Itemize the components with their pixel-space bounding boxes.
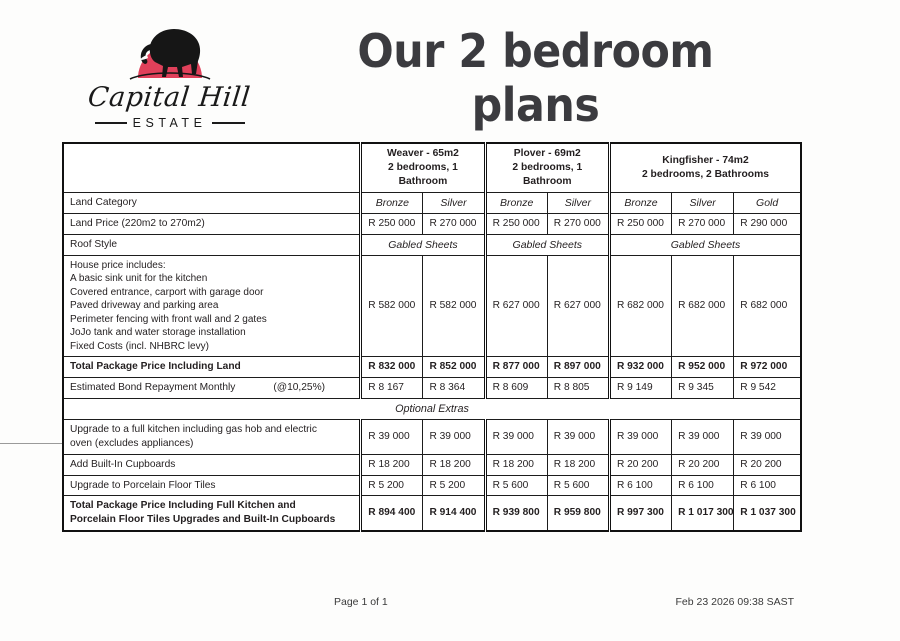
- cell-porcelain-tiles: R 5 600: [485, 475, 547, 496]
- table-row-plan-headers: [63, 143, 801, 192]
- page-title: Our 2 bedroom plans: [357, 24, 714, 132]
- includes-line: Perimeter fencing with front wall and 2 gates: [70, 313, 267, 325]
- bond-label-text: Estimated Bond Repayment Monthly: [70, 382, 236, 394]
- row-label-built-in-cupboards: Add Built-In Cupboards: [63, 454, 361, 475]
- cell-built-in-cupboards: R 18 200: [423, 454, 485, 475]
- corner-cell: [63, 143, 361, 192]
- cell-house-price: R 582 000: [423, 255, 485, 357]
- bond-rate: (@10,25%): [273, 382, 326, 394]
- cell-kitchen-upgrade: R 39 000: [361, 420, 423, 455]
- cell-total-package-full: R 1 017 300: [672, 496, 734, 531]
- cell-porcelain-tiles: R 5 200: [423, 475, 485, 496]
- cell-total-package-land: R 832 000: [361, 357, 423, 378]
- cell-kitchen-upgrade: R 39 000: [547, 420, 609, 455]
- category-cell: Silver: [423, 192, 485, 213]
- table-row-land-price: [63, 213, 801, 234]
- cell-land-price: R 290 000: [734, 213, 801, 234]
- cell-bond-repayment: R 8 364: [423, 378, 485, 399]
- includes-line: JoJo tank and water storage installation: [70, 327, 246, 339]
- includes-line: Covered entrance, carport with garage door: [70, 286, 264, 298]
- cell-porcelain-tiles: R 6 100: [672, 475, 734, 496]
- cell-porcelain-tiles: R 6 100: [609, 475, 671, 496]
- label-line: oven (excludes appliances): [70, 438, 194, 450]
- cell-porcelain-tiles: R 5 200: [361, 475, 423, 496]
- cell-total-package-land: R 972 000: [734, 357, 801, 378]
- table-row-total-package-full: [63, 496, 801, 531]
- cell-land-price: R 250 000: [361, 213, 423, 234]
- row-label-kitchen-upgrade: [63, 420, 361, 455]
- cell-house-price: R 627 000: [485, 255, 547, 357]
- row-label-land-price: Land Price (220m2 to 270m2): [63, 213, 361, 234]
- row-label-land-category: Land Category: [63, 192, 361, 213]
- cell-total-package-full: R 894 400: [361, 496, 423, 531]
- plan-spec: 2 bedrooms, 1 Bathroom: [388, 161, 458, 187]
- label-line: Porcelain Floor Tiles Upgrades and Built-In Cupboards: [70, 514, 336, 526]
- row-label-roof-style: Roof Style: [63, 234, 361, 255]
- category-cell: Silver: [672, 192, 734, 213]
- cell-kitchen-upgrade: R 39 000: [672, 420, 734, 455]
- cell-total-package-full: R 939 800: [485, 496, 547, 531]
- includes-line: A basic sink unit for the kitchen: [70, 273, 208, 285]
- cell-house-price: R 627 000: [547, 255, 609, 357]
- document-header: [62, 14, 802, 138]
- plan-name: Kingfisher - 74m2: [662, 154, 749, 166]
- brand-subtitle: ESTATE: [132, 116, 207, 130]
- cell-land-price: R 270 000: [423, 213, 485, 234]
- page-number: Page 1 of 1: [334, 596, 388, 608]
- row-label-house-price-includes: [63, 255, 361, 357]
- table-row-bond-repayment: [63, 378, 801, 399]
- cell-bond-repayment: R 8 609: [485, 378, 547, 399]
- plan-name: Plover - 69m2: [513, 148, 581, 159]
- cell-total-package-land: R 877 000: [485, 357, 547, 378]
- table-row-total-package-land: [63, 357, 801, 378]
- label-line: Total Package Price Including Full Kitchen and: [70, 500, 296, 512]
- cell-land-price: R 250 000: [609, 213, 671, 234]
- pricing-table: [62, 142, 802, 532]
- category-cell: Bronze: [609, 192, 671, 213]
- cell-total-package-land: R 932 000: [609, 357, 671, 378]
- table-row-optional-extras-band: [63, 398, 801, 420]
- cell-porcelain-tiles: R 5 600: [547, 475, 609, 496]
- cell-kitchen-upgrade: R 39 000: [734, 420, 801, 455]
- cell-bond-repayment: R 9 345: [672, 378, 734, 399]
- cell-land-price: R 270 000: [547, 213, 609, 234]
- category-cell: Bronze: [485, 192, 547, 213]
- cell-built-in-cupboards: R 18 200: [547, 454, 609, 475]
- cell-bond-repayment: R 8 167: [361, 378, 423, 399]
- cell-kitchen-upgrade: R 39 000: [423, 420, 485, 455]
- cell-house-price: R 682 000: [734, 255, 801, 357]
- cell-roof-style: Gabled Sheets: [609, 234, 801, 255]
- cell-roof-style: Gabled Sheets: [485, 234, 609, 255]
- elephant-sun-icon: [110, 22, 230, 84]
- optional-extras-label: Optional Extras: [63, 398, 801, 420]
- brand-subtitle-row: [95, 116, 245, 130]
- cell-total-package-full: R 1 037 300: [734, 496, 801, 531]
- cell-total-package-land: R 952 000: [672, 357, 734, 378]
- brand-rule-left: [95, 122, 127, 124]
- cell-built-in-cupboards: R 18 200: [485, 454, 547, 475]
- includes-line: Paved driveway and parking area: [70, 300, 219, 312]
- table-row-land-category-header: [63, 192, 801, 213]
- cell-built-in-cupboards: R 20 200: [609, 454, 671, 475]
- cell-built-in-cupboards: R 20 200: [734, 454, 801, 475]
- table-row-porcelain-tiles: [63, 475, 801, 496]
- plan-spec: 2 bedrooms, 1 Bathroom: [512, 161, 583, 187]
- cell-land-price: R 270 000: [672, 213, 734, 234]
- category-cell: Bronze: [361, 192, 423, 213]
- row-label-porcelain-tiles: Upgrade to Porcelain Floor Tiles: [63, 475, 361, 496]
- plan-spec: 2 bedrooms, 2 Bathrooms: [641, 168, 769, 180]
- cell-porcelain-tiles: R 6 100: [734, 475, 801, 496]
- plan-header-weaver: [361, 143, 485, 192]
- cell-total-package-full: R 997 300: [609, 496, 671, 531]
- cell-total-package-land: R 852 000: [423, 357, 485, 378]
- cell-house-price: R 682 000: [672, 255, 734, 357]
- cell-total-package-land: R 897 000: [547, 357, 609, 378]
- row-label-total-package-land: Total Package Price Including Land: [63, 357, 361, 378]
- document-footer: [62, 596, 802, 608]
- label-line: Upgrade to a full kitchen including gas hob and electric: [70, 424, 317, 436]
- category-cell: Gold: [734, 192, 801, 213]
- cell-kitchen-upgrade: R 39 000: [609, 420, 671, 455]
- plan-name: Weaver - 65m2: [386, 148, 459, 159]
- cell-kitchen-upgrade: R 39 000: [485, 420, 547, 455]
- cell-total-package-full: R 914 400: [423, 496, 485, 531]
- row-label-total-package-full: [63, 496, 361, 531]
- cell-bond-repayment: R 9 149: [609, 378, 671, 399]
- brand-logo: [80, 22, 259, 130]
- table-row-roof-style: [63, 234, 801, 255]
- row-label-bond-repayment: [63, 378, 361, 399]
- generated-timestamp: Feb 23 2026 09:38 SAST: [675, 596, 794, 608]
- brand-rule-right: [212, 122, 244, 124]
- brand-name: Capital Hill: [86, 82, 253, 113]
- table-row-kitchen-upgrade: [63, 420, 801, 455]
- table-row-house-price: [63, 255, 801, 357]
- category-cell: Silver: [547, 192, 609, 213]
- cell-roof-style: Gabled Sheets: [361, 234, 485, 255]
- plan-header-plover: [485, 143, 609, 192]
- cell-bond-repayment: R 8 805: [547, 378, 609, 399]
- includes-line: House price includes:: [70, 259, 166, 271]
- cell-built-in-cupboards: R 18 200: [361, 454, 423, 475]
- plan-header-kingfisher: [609, 143, 801, 192]
- cell-house-price: R 582 000: [361, 255, 423, 357]
- cell-land-price: R 250 000: [485, 213, 547, 234]
- cell-total-package-full: R 959 800: [547, 496, 609, 531]
- table-row-built-in-cupboards: [63, 454, 801, 475]
- cell-bond-repayment: R 9 542: [734, 378, 801, 399]
- cell-built-in-cupboards: R 20 200: [672, 454, 734, 475]
- includes-line: Fixed Costs (incl. NHBRC levy): [70, 340, 209, 352]
- cell-house-price: R 682 000: [609, 255, 671, 357]
